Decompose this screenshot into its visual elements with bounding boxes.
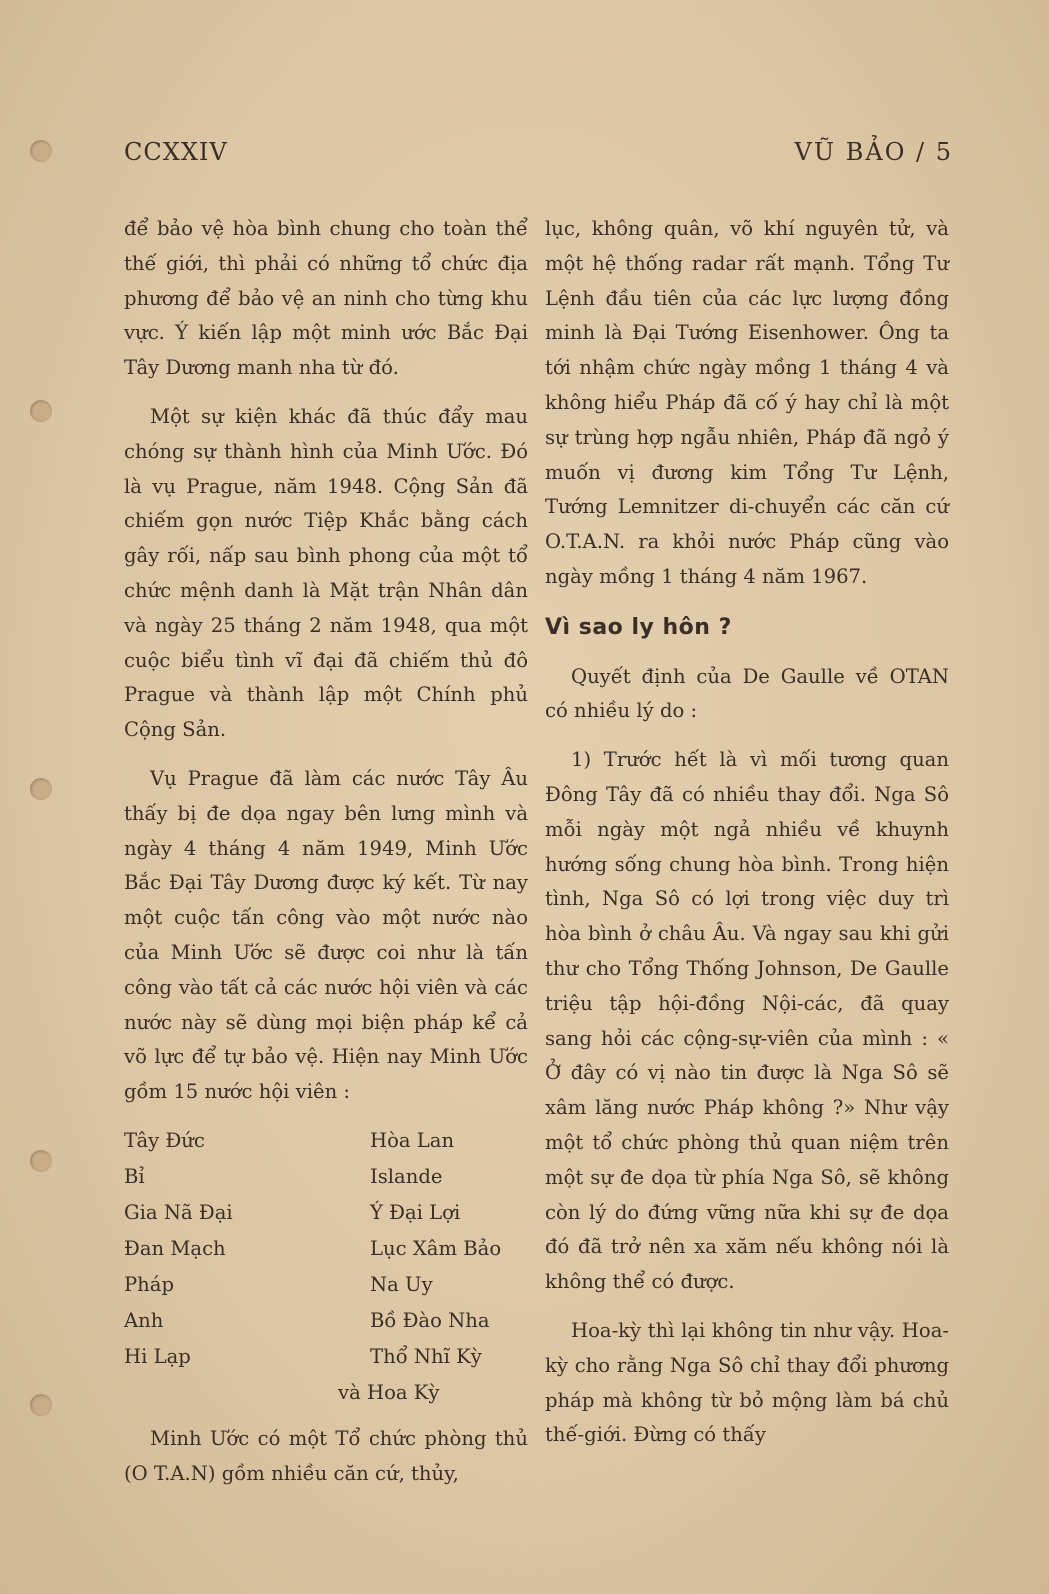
member-country: Islande	[370, 1164, 443, 1188]
member-list	[124, 1124, 528, 1374]
member-country: Thổ Nhĩ Kỳ	[370, 1344, 482, 1368]
chapter-number: CCXXIV	[124, 138, 228, 166]
author-page-number: VŨ BẢO / 5	[794, 138, 953, 166]
page-header	[124, 138, 953, 174]
member-country: Ý Đại Lợi	[370, 1200, 461, 1224]
member-country: Hòa Lan	[370, 1128, 455, 1152]
member-country: Lục Xâm Bảo	[370, 1236, 502, 1260]
left-column	[124, 212, 528, 1506]
paragraph: Vụ Prague đã làm các nước Tây Âu thấy bị đe dọa ngay bên lưng mình và ngày 4 tháng 4 năm 1949, Minh Ước Bắc Đại Tây Dương được ký kết. Từ nay một cuộc tấn công vào một nước nào của Minh Ước sẽ được coi như là tấn công vào tất cả các nước hội viên và các nước này sẽ dùng mọi biện pháp kể cả võ lực để tự bảo vệ. Hiện nay Minh Ước gồm 15 nước hội viên :	[124, 766, 528, 1104]
paragraph: Quyết định của De Gaulle về OTAN có nhiều lý do :	[545, 664, 949, 723]
binding-hole	[30, 778, 52, 800]
paragraph: Minh Ước có một Tổ chức phòng thủ (O T.A.N) gồm nhiều căn cứ, thủy,	[124, 1426, 528, 1485]
binding-hole	[30, 1394, 52, 1416]
right-column	[545, 212, 949, 1467]
binding-hole	[30, 140, 52, 162]
binding-hole	[30, 1150, 52, 1172]
paragraph: lục, không quân, võ khí nguyên tử, và một hệ thống radar rất mạnh. Tổng Tư Lệnh đầu tiên của các lực lượng đồng minh là Đại Tướng Eisenhower. Ông ta tới nhậm chức ngày mồng 1 tháng 4 và không hiểu Pháp đã cố ý hay chỉ là một sự trùng hợp ngẫu nhiên, Pháp đã ngỏ ý muốn vị đương kim Tổng Tư Lệnh, Tướng Lemnitzer di-chuyển các căn cứ O.T.A.N. ra khỏi nước Pháp cũng vào ngày mồng 1 tháng 4 năm 1967.	[545, 217, 949, 588]
binding-hole	[30, 400, 52, 422]
member-country: Anh	[124, 1308, 164, 1332]
member-country: Hi Lạp	[124, 1344, 191, 1368]
member-country: Bỉ	[124, 1164, 145, 1188]
member-country: Bồ Đào Nha	[370, 1308, 490, 1332]
paragraph: Một sự kiện khác đã thúc đẩy mau chóng sự thành hình của Minh Ước. Đó là vụ Prague, năm 1948. Cộng Sản đã chiếm gọn nước Tiệp Khắc bằng cách gây rối, nấp sau bình phong của một tổ chức mệnh danh là Mặt trận Nhân dân và ngày 25 tháng 2 năm 1948, qua một cuộc biểu tình vĩ đại đã chiếm thủ đô Prague và thành lập một Chính phủ Cộng Sản.	[124, 404, 528, 742]
paragraph: Hoa-kỳ thì lại không tin như vậy. Hoa-kỳ cho rằng Nga Sô chỉ thay đổi phương pháp mà không từ bỏ mộng làm bá chủ thế-giới. Đừng có thấy	[545, 1318, 949, 1447]
member-country: Gia Nã Đại	[124, 1200, 233, 1224]
paragraph: để bảo vệ hòa bình chung cho toàn thể thế giới, thì phải có những tổ chức địa phương để bảo vệ an ninh cho từng khu vực. Ý kiến lập một minh ước Bắc Đại Tây Dương manh nha từ đó.	[124, 217, 528, 380]
member-country: Pháp	[124, 1272, 175, 1296]
section-heading: Vì sao ly hôn ?	[545, 614, 732, 640]
member-country: Na Uy	[370, 1272, 433, 1296]
member-country: Đan Mạch	[124, 1236, 226, 1260]
paragraph: 1) Trước hết là vì mối tương quan Đông Tây đã có nhiều thay đổi. Nga Sô mỗi ngày một ngả nhiều về khuynh hướng sống chung hòa bình. Trong hiện tình, Nga Sô có lợi trong việc duy trì hòa bình ở châu Âu. Và ngay sau khi gửi thư cho Tổng Thống Johnson, De Gaulle triệu tập hội-đồng Nội-các, đã quay sang hỏi các cộng-sự-viên của mình : « Ở đây có vị nào tin được là Nga Sô sẽ xâm lăng nước Pháp không ?» Như vậy một tổ chức phòng thủ quan niệm trên một sự đe dọa từ phía Nga Sô, sẽ không còn lý do đứng vững nữa khi sự đe dọa đó đã trở nên xa xăm nếu không nói là không thể có được.	[545, 748, 949, 1294]
member-country: Tây Đức	[124, 1128, 205, 1152]
member-country-last: và Hoa Kỳ	[338, 1380, 440, 1404]
